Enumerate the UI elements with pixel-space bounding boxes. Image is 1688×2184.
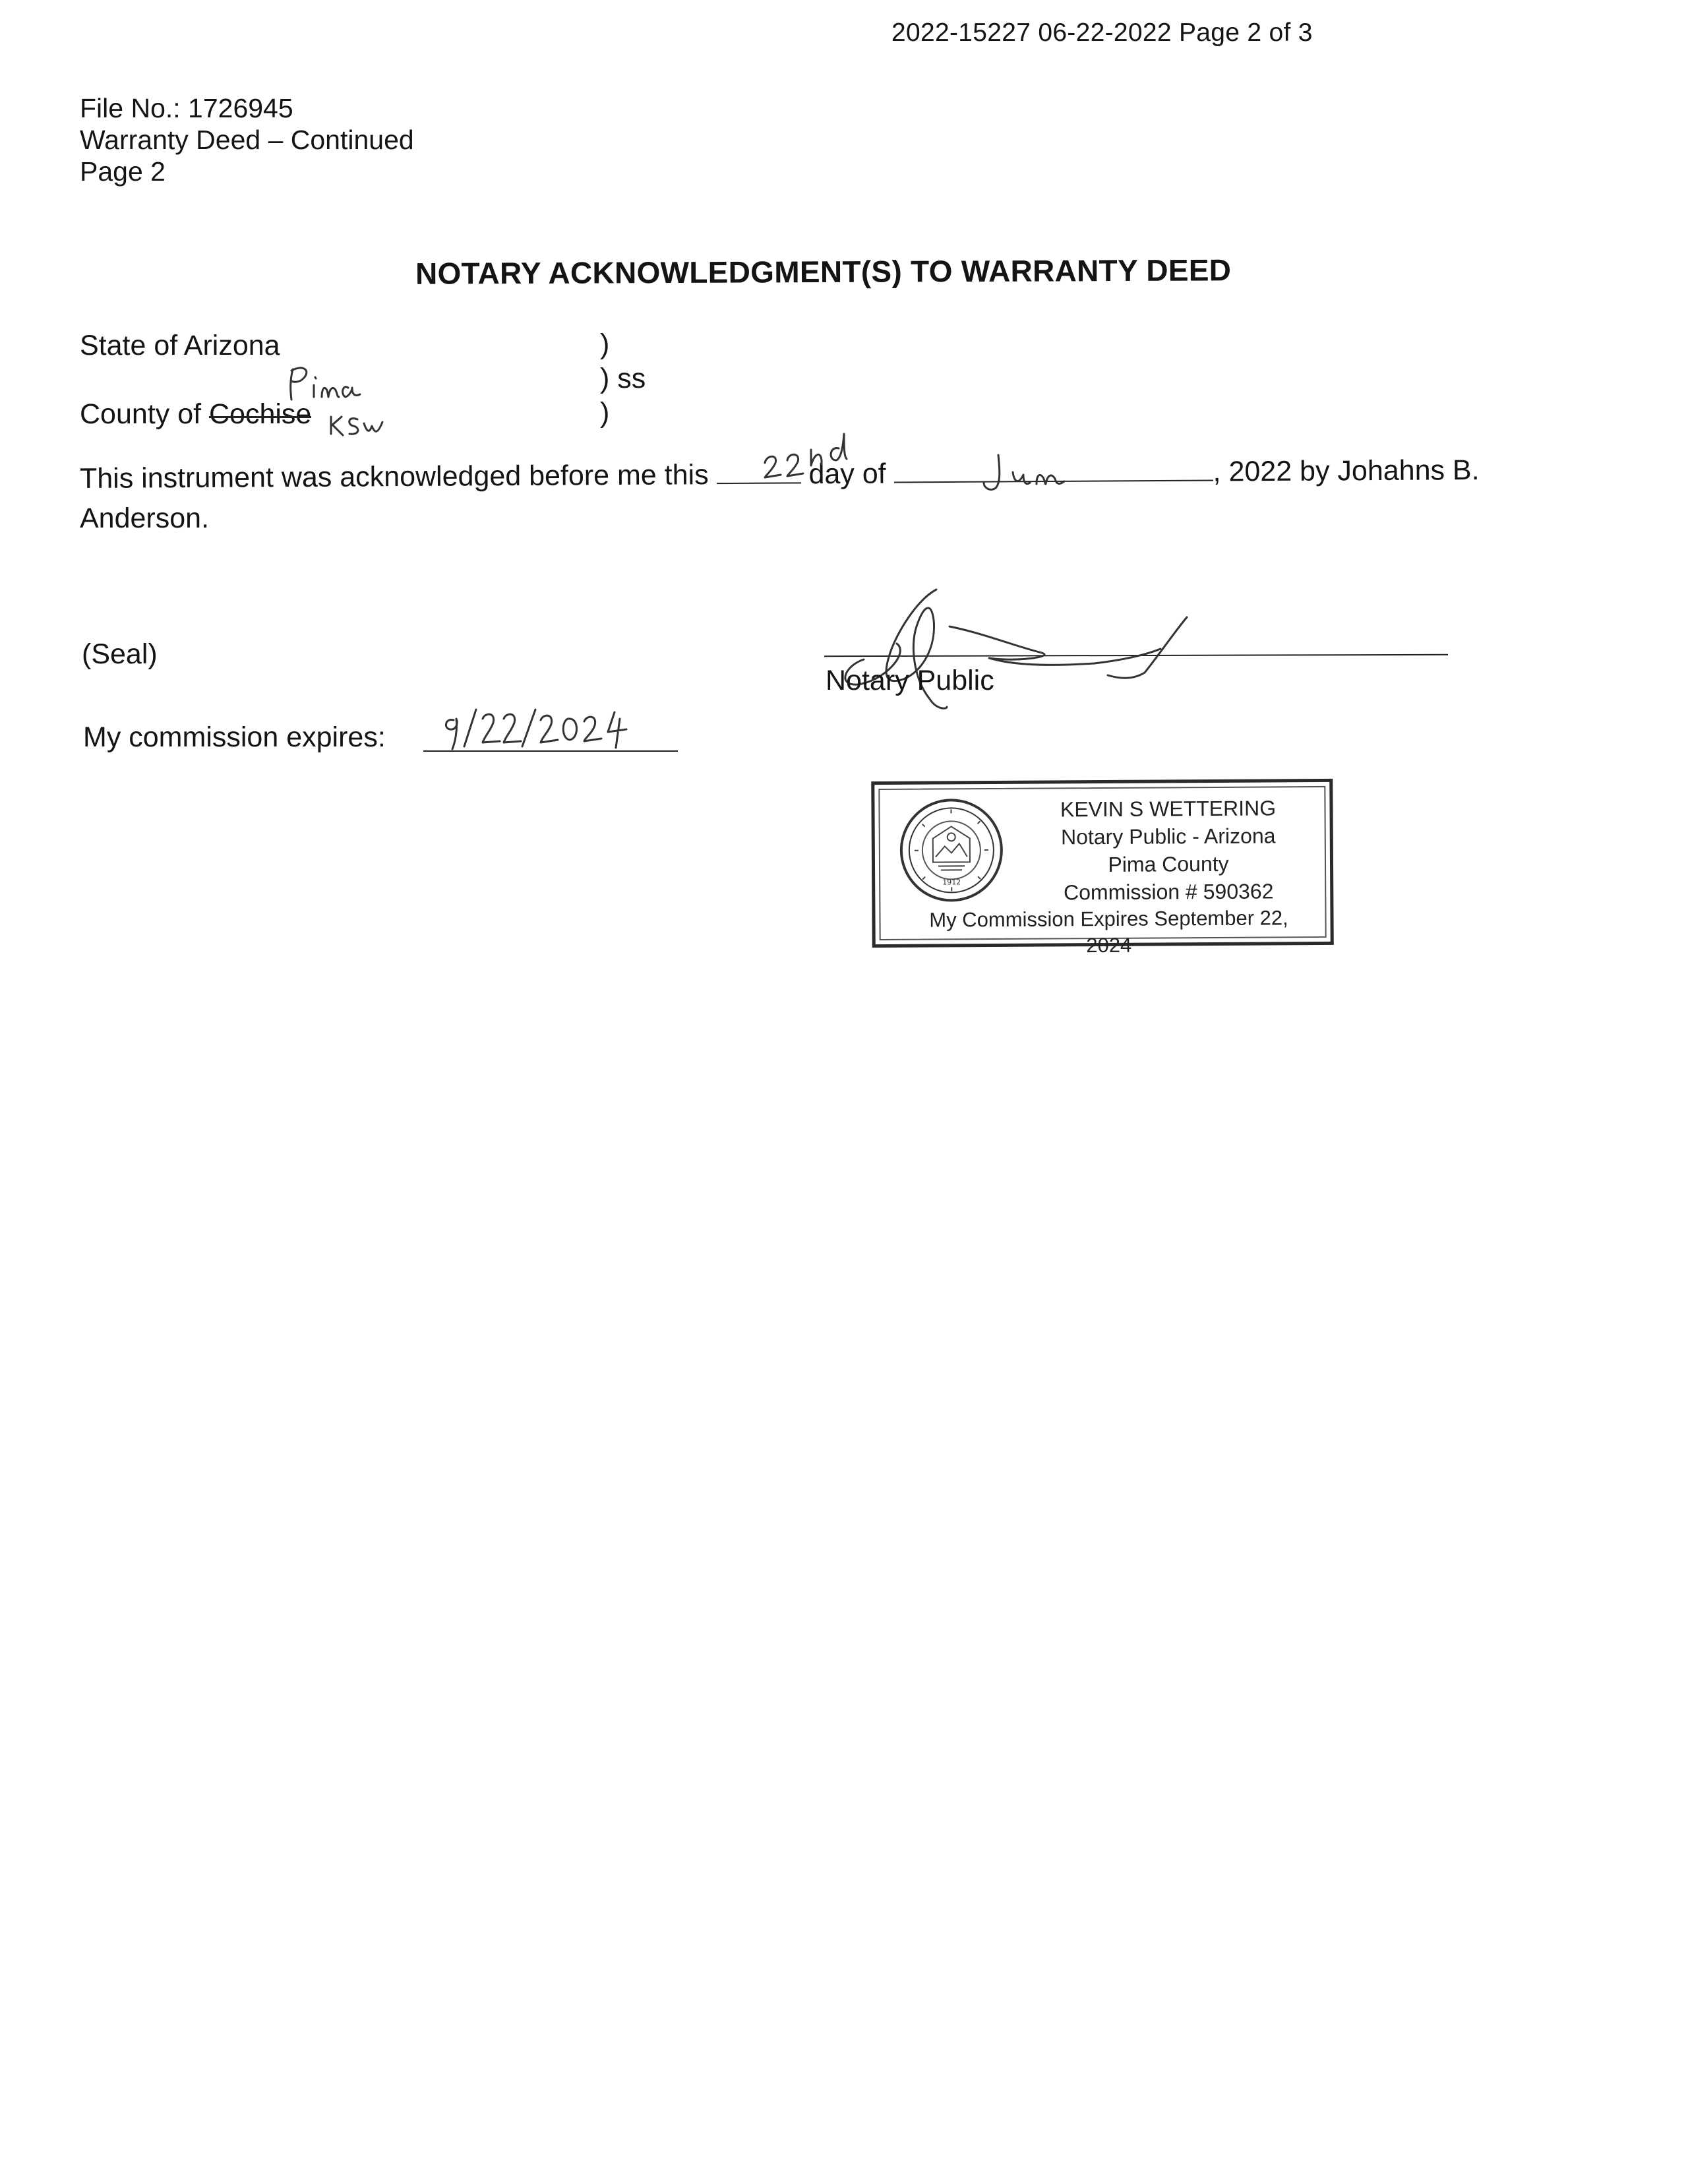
stamp-notary-title: Notary Public - Arizona [1060, 824, 1276, 849]
handwritten-month [976, 448, 1121, 501]
notary-signature [818, 580, 1200, 725]
document-continued: Warranty Deed – Continued [80, 125, 414, 155]
ack-text-start: This instrument was acknowledged before me this [79, 459, 717, 495]
county-struck-text: Cochise [209, 398, 312, 430]
arizona-seal-icon [898, 797, 1004, 903]
county-prefix: County of [80, 398, 209, 430]
recording-header: 2022-15227 06-22-2022 Page 2 of 3 [891, 18, 1313, 47]
county-line [80, 397, 311, 431]
ack-text-month-prefix: day of [808, 458, 894, 491]
stamp-commission-number: Commission # 590362 [1063, 879, 1274, 905]
commission-expires-label: My commission expires: [83, 721, 386, 753]
notary-public-label: Notary Public [826, 665, 994, 696]
stamp-text-block [1026, 794, 1310, 907]
acknowledgment-continuation: Anderson. [80, 502, 210, 534]
venue-paren-ss: ) ss [600, 363, 646, 394]
venue-paren-bottom: ) [600, 397, 610, 429]
page-title: NOTARY ACKNOWLEDGMENT(S) TO WARRANTY DEED [415, 253, 1232, 291]
handwritten-day [758, 419, 877, 492]
venue-paren-top: ) [600, 328, 610, 360]
page-label: Page 2 [80, 156, 166, 187]
handwritten-county-correction [284, 361, 435, 447]
ack-text-end: , 2022 by Johahns B. [1213, 454, 1480, 488]
file-number: File No.: 1726945 [80, 93, 293, 123]
seal-label: (Seal) [82, 638, 158, 670]
stamp-expiration: My Commission Expires September 22, 2024 [929, 906, 1288, 957]
handwritten-commission-date [438, 703, 662, 756]
stamp-notary-name: KEVIN S WETTERING [1060, 796, 1277, 822]
file-block [80, 92, 414, 187]
commission-expires-line [83, 720, 386, 754]
state-line: State of Arizona [80, 330, 280, 361]
stamp-county: Pima County [1108, 851, 1229, 876]
notary-stamp [871, 779, 1334, 957]
seal-year: 1912 [942, 878, 961, 887]
